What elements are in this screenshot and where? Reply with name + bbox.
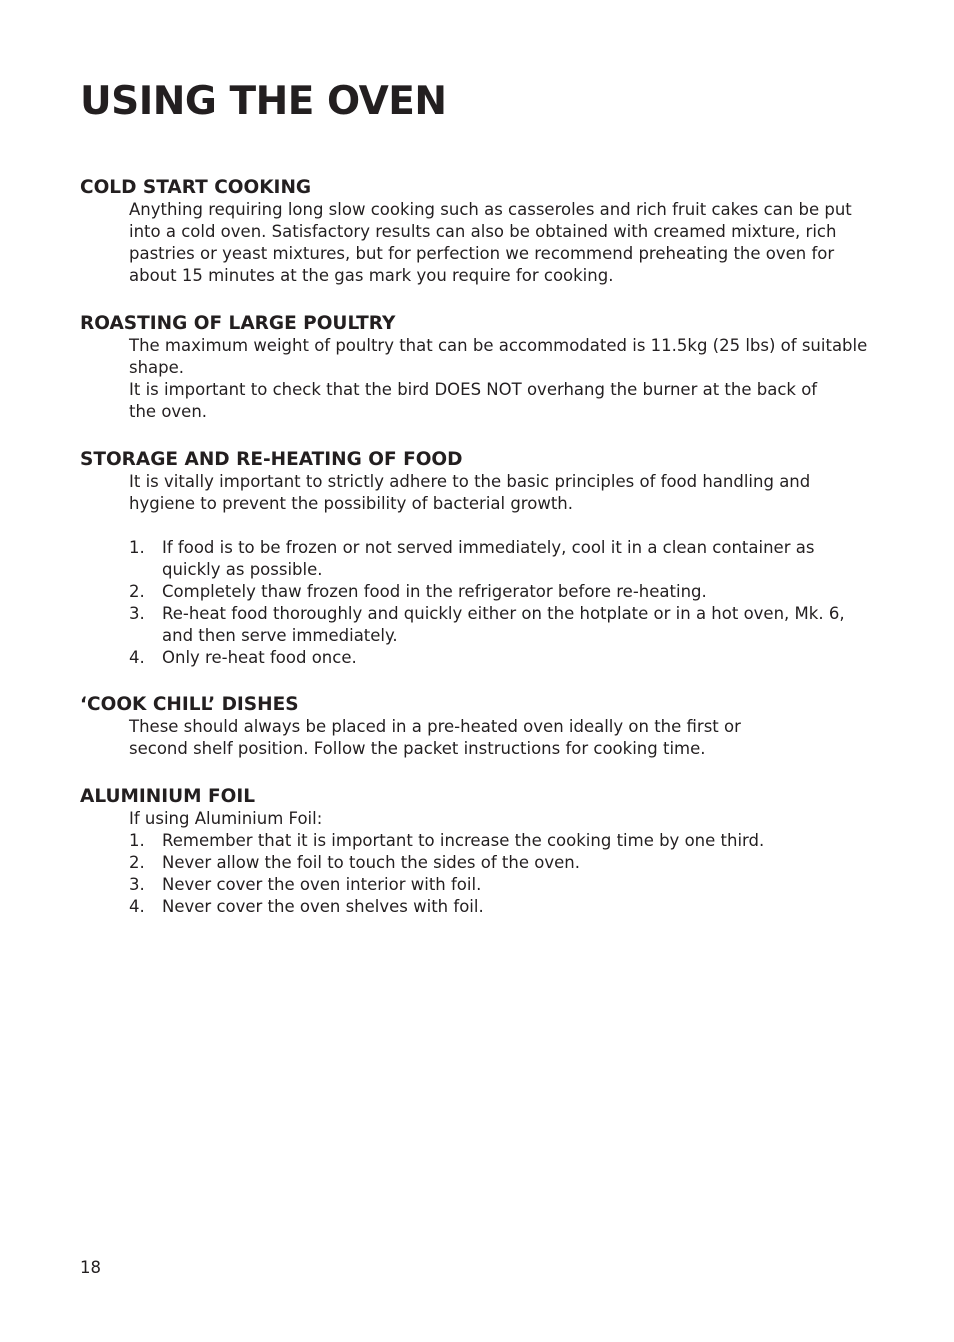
list-number: 2. [129,853,145,872]
section-heading: ROASTING OF LARGE POULTRY [80,313,396,334]
list-item [129,896,870,918]
section-body [129,335,870,423]
list-item [129,830,870,852]
list-item-line: Never cover the oven shelves with foil. [162,897,484,916]
list-item [129,581,870,603]
section-cook-chill-dishes [80,694,870,760]
page-number: 18 [80,1258,101,1277]
section-cold-start-cooking [80,177,870,287]
list-number: 2. [129,582,145,601]
section-body [129,199,870,287]
paragraph-line: It is vitally important to strictly adhere to the basic principles of food handling and [129,472,811,491]
paragraph-line: hygiene to prevent the possibility of bacterial growth. [129,494,573,513]
paragraph-line: It is important to check that the bird DOES NOT overhang the burner at the back of [129,380,818,399]
list-item [129,603,870,647]
list-item-line: Remember that it is important to increase the cooking time by one third. [162,831,765,850]
list-number: 3. [129,875,145,894]
section-roasting-large-poultry [80,313,870,423]
list-item-line: Completely thaw frozen food in the refrigerator before re-heating. [162,582,707,601]
section-aluminium-foil [80,786,870,918]
list-item [129,647,870,669]
page-title: USING THE OVEN [80,79,447,124]
section-heading: ALUMINIUM FOIL [80,786,256,807]
list-item-line: If food is to be frozen or not served immediately, cool it in a clean container as [162,538,815,557]
list-item-line: and then serve immediately. [162,626,398,645]
paragraph-line: shape. [129,358,185,377]
list-number: 4. [129,648,145,667]
section-body [129,471,870,669]
paragraph-line: These should always be placed in a pre-heated oven ideally on the first or [129,717,741,736]
paragraph-line: pastries or yeast mixtures, but for perfection we recommend preheating the oven for [129,244,835,263]
section-heading: STORAGE AND RE-HEATING OF FOOD [80,449,463,470]
section-heading: COLD START COOKING [80,177,312,198]
list-item [129,874,870,896]
foil-list [129,830,870,918]
paragraph-line: about 15 minutes at the gas mark you require for cooking. [129,266,614,285]
list-item-line: Never allow the foil to touch the sides of the oven. [162,853,580,872]
paragraph-line: into a cold oven. Satisfactory results can also be obtained with creamed mixture, rich [129,222,837,241]
paragraph-line: If using Aluminium Foil: [129,809,323,828]
list-number: 4. [129,897,145,916]
paragraph-line: The maximum weight of poultry that can be accommodated is 11.5kg (25 lbs) of suitable [129,336,868,355]
paragraph-line: second shelf position. Follow the packet instructions for cooking time. [129,739,706,758]
section-storage-reheating [80,449,870,669]
list-number: 1. [129,538,145,557]
list-item-line: quickly as possible. [162,560,323,579]
section-body [129,716,870,760]
list-item-line: Never cover the oven interior with foil. [162,875,482,894]
list-number: 3. [129,604,145,623]
list-item [129,537,870,581]
list-item-line: Only re-heat food once. [162,648,357,667]
section-body [129,808,870,918]
section-heading: ‘COOK CHILL’ DISHES [80,694,299,715]
list-number: 1. [129,831,145,850]
list-item-line: Re-heat food thoroughly and quickly either on the hotplate or in a hot oven, Mk. 6, [162,604,845,623]
list-item [129,852,870,874]
paragraph-line: the oven. [129,402,208,421]
paragraph-line: Anything requiring long slow cooking such as casseroles and rich fruit cakes can be put [129,200,852,219]
storage-list [129,537,870,669]
